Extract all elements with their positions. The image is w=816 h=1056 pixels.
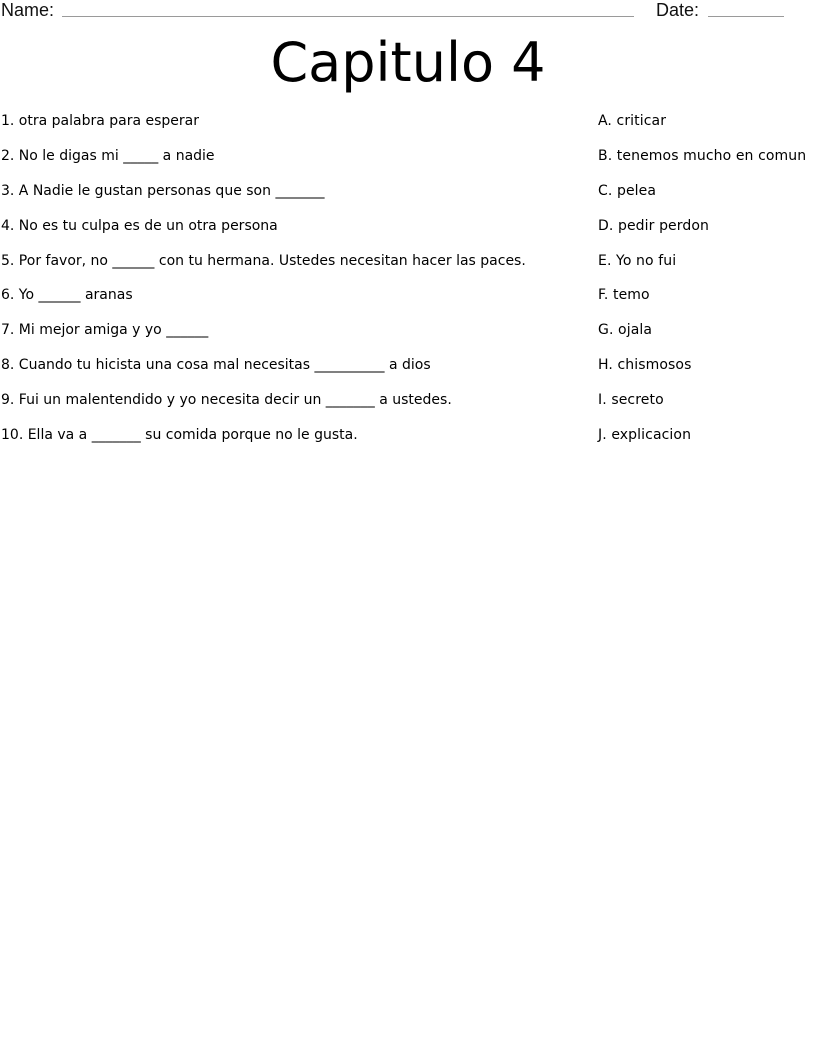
question-item: 3. A Nadie le gustan personas que son _______ — [1, 182, 325, 199]
answer-item: B. tenemos mucho en comun — [598, 147, 807, 164]
question-item: 1. otra palabra para esperar — [1, 113, 200, 129]
question-item: 6. Yo ______ aranas — [1, 287, 133, 304]
question-item: 9. Fui un malentendido y yo necesita decir un _______ a ustedes. — [1, 392, 452, 409]
answer-item: I. secreto — [598, 392, 664, 409]
answer-item: J. explicacion — [598, 427, 692, 444]
question-item: 10. Ella va a _______ su comida porque no le gusta. — [1, 427, 358, 444]
date-label: Date: — [656, 0, 700, 20]
answer-item: D. pedir perdon — [598, 217, 709, 234]
name-blank-line — [62, 16, 634, 17]
worksheet-header — [0, 0, 816, 24]
answer-list — [598, 111, 814, 460]
answer-item: H. chismosos — [598, 357, 692, 374]
question-item: 5. Por favor, no ______ con tu hermana. Ustedes necesitan hacer las paces. — [1, 252, 526, 269]
question-item: 4. No es tu culpa es de un otra persona — [1, 217, 278, 234]
answer-item: A. criticar — [598, 113, 667, 129]
page-title: Capitulo 4 — [270, 31, 546, 94]
answer-item: F. temo — [598, 287, 650, 304]
answer-item: G. ojala — [598, 322, 653, 339]
question-item: 7. Mi mejor amiga y yo ______ — [1, 322, 209, 339]
question-item: 8. Cuando tu hicista una cosa mal necesitas __________ a dios — [1, 357, 431, 374]
name-label: Name: — [1, 0, 55, 20]
question-item: 2. No le digas mi _____ a nadie — [1, 147, 215, 164]
date-blank-line — [708, 16, 784, 17]
question-list — [1, 111, 581, 460]
answer-item: E. Yo no fui — [598, 252, 677, 269]
answer-item: C. pelea — [598, 182, 657, 199]
